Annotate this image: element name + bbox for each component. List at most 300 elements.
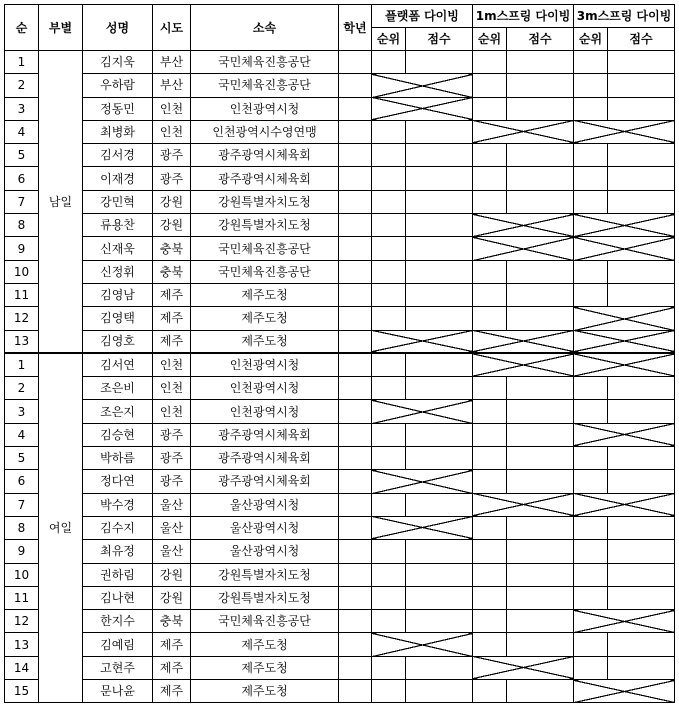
platform-score-cell xyxy=(406,283,473,306)
3m-rank-cell xyxy=(574,563,608,586)
city: 강원 xyxy=(153,214,191,237)
grade-cell xyxy=(339,586,372,609)
header-score: 점수 xyxy=(406,28,473,51)
platform-rank-cell xyxy=(372,447,406,470)
affiliation: 울산광역시청 xyxy=(191,516,339,539)
platform-rank-cell xyxy=(372,214,406,237)
table-row xyxy=(5,74,675,97)
grade-cell xyxy=(339,470,372,493)
city: 제주 xyxy=(153,633,191,656)
table-row xyxy=(5,516,675,539)
athlete-name: 우하람 xyxy=(83,74,153,97)
1m-score-cell xyxy=(507,563,574,586)
1m-score-cell xyxy=(507,423,574,446)
athlete-name: 김영택 xyxy=(83,307,153,330)
affiliation: 제주도청 xyxy=(191,680,339,703)
1m-rank-cell xyxy=(473,563,507,586)
1m-rank-cell xyxy=(473,516,507,539)
affiliation: 국민체육진흥공단 xyxy=(191,74,339,97)
row-number: 11 xyxy=(5,586,39,609)
platform-not-entered-mark xyxy=(372,400,473,423)
1m-score-cell xyxy=(507,260,574,283)
platform-not-entered-mark xyxy=(372,470,473,493)
men-section xyxy=(5,51,675,354)
3m-not-entered-mark xyxy=(574,330,675,353)
header-division: 부별 xyxy=(39,5,83,51)
platform-score-cell xyxy=(406,540,473,563)
platform-rank-cell xyxy=(372,377,406,400)
athlete-name: 김지욱 xyxy=(83,51,153,74)
grade-cell xyxy=(339,167,372,190)
platform-not-entered-mark xyxy=(372,330,473,353)
table-row xyxy=(5,260,675,283)
3m-not-entered-mark xyxy=(574,214,675,237)
affiliation: 인천광역시청 xyxy=(191,377,339,400)
row-number: 12 xyxy=(5,610,39,633)
table-row xyxy=(5,680,675,703)
row-number: 6 xyxy=(5,167,39,190)
3m-score-cell xyxy=(608,51,675,74)
city: 강원 xyxy=(153,563,191,586)
platform-not-entered-mark xyxy=(372,97,473,120)
athlete-name: 권하림 xyxy=(83,563,153,586)
table-row xyxy=(5,144,675,167)
row-number: 2 xyxy=(5,377,39,400)
header-event-1m: 1m스프링 다이빙 xyxy=(473,5,574,28)
platform-score-cell xyxy=(406,237,473,260)
1m-rank-cell xyxy=(473,610,507,633)
3m-not-entered-mark xyxy=(574,307,675,330)
1m-rank-cell xyxy=(473,97,507,120)
3m-rank-cell xyxy=(574,97,608,120)
athlete-name: 신정휘 xyxy=(83,260,153,283)
platform-rank-cell xyxy=(372,610,406,633)
platform-score-cell xyxy=(406,610,473,633)
header-city: 시도 xyxy=(153,5,191,51)
platform-score-cell xyxy=(406,493,473,516)
1m-rank-cell xyxy=(473,470,507,493)
city: 충북 xyxy=(153,610,191,633)
row-number: 5 xyxy=(5,144,39,167)
athlete-name: 박수경 xyxy=(83,493,153,516)
affiliation: 광주광역시체육회 xyxy=(191,470,339,493)
city: 광주 xyxy=(153,167,191,190)
3m-score-cell xyxy=(608,283,675,306)
platform-score-cell xyxy=(406,120,473,143)
1m-rank-cell xyxy=(473,586,507,609)
table-row xyxy=(5,540,675,563)
3m-rank-cell xyxy=(574,400,608,423)
athlete-name: 조은비 xyxy=(83,377,153,400)
3m-score-cell xyxy=(608,470,675,493)
1m-not-entered-mark xyxy=(473,493,574,516)
table-row xyxy=(5,447,675,470)
1m-score-cell xyxy=(507,470,574,493)
row-number: 7 xyxy=(5,493,39,516)
row-number: 9 xyxy=(5,237,39,260)
header-rank: 순위 xyxy=(473,28,507,51)
3m-not-entered-mark xyxy=(574,353,675,376)
1m-score-cell xyxy=(507,51,574,74)
row-number: 3 xyxy=(5,97,39,120)
1m-score-cell xyxy=(507,307,574,330)
row-number: 1 xyxy=(5,353,39,376)
1m-rank-cell xyxy=(473,423,507,446)
grade-cell xyxy=(339,447,372,470)
affiliation: 강원특별자치도청 xyxy=(191,214,339,237)
affiliation: 제주도청 xyxy=(191,633,339,656)
1m-rank-cell xyxy=(473,540,507,563)
1m-score-cell xyxy=(507,610,574,633)
table-row xyxy=(5,214,675,237)
3m-score-cell xyxy=(608,167,675,190)
athlete-name: 김수지 xyxy=(83,516,153,539)
affiliation: 강원특별자치도청 xyxy=(191,563,339,586)
platform-rank-cell xyxy=(372,260,406,283)
platform-score-cell xyxy=(406,307,473,330)
3m-rank-cell xyxy=(574,51,608,74)
city: 광주 xyxy=(153,144,191,167)
3m-score-cell xyxy=(608,633,675,656)
platform-rank-cell xyxy=(372,353,406,376)
row-number: 5 xyxy=(5,447,39,470)
grade-cell xyxy=(339,74,372,97)
3m-score-cell xyxy=(608,144,675,167)
city: 인천 xyxy=(153,400,191,423)
platform-score-cell xyxy=(406,144,473,167)
1m-rank-cell xyxy=(473,400,507,423)
grade-cell xyxy=(339,120,372,143)
row-number: 13 xyxy=(5,330,39,353)
affiliation: 광주광역시체육회 xyxy=(191,447,339,470)
header-score: 점수 xyxy=(507,28,574,51)
affiliation: 울산광역시청 xyxy=(191,493,339,516)
3m-score-cell xyxy=(608,74,675,97)
3m-rank-cell xyxy=(574,447,608,470)
platform-score-cell xyxy=(406,656,473,679)
platform-rank-cell xyxy=(372,120,406,143)
3m-score-cell xyxy=(608,400,675,423)
3m-score-cell xyxy=(608,377,675,400)
affiliation: 국민체육진흥공단 xyxy=(191,610,339,633)
city: 울산 xyxy=(153,540,191,563)
header-no: 순 xyxy=(5,5,39,51)
grade-cell xyxy=(339,377,372,400)
athlete-name: 고현주 xyxy=(83,656,153,679)
grade-cell xyxy=(339,610,372,633)
athlete-name: 김예림 xyxy=(83,633,153,656)
athlete-name: 김영남 xyxy=(83,283,153,306)
city: 광주 xyxy=(153,423,191,446)
platform-score-cell xyxy=(406,563,473,586)
city: 충북 xyxy=(153,260,191,283)
1m-score-cell xyxy=(507,633,574,656)
row-number: 10 xyxy=(5,260,39,283)
row-number: 6 xyxy=(5,470,39,493)
athlete-name: 김나현 xyxy=(83,586,153,609)
athlete-name: 조은지 xyxy=(83,400,153,423)
header-event-platform: 플랫폼 다이빙 xyxy=(372,5,473,28)
platform-rank-cell xyxy=(372,493,406,516)
row-number: 12 xyxy=(5,307,39,330)
3m-score-cell xyxy=(608,586,675,609)
platform-rank-cell xyxy=(372,190,406,213)
affiliation: 제주도청 xyxy=(191,330,339,353)
3m-rank-cell xyxy=(574,516,608,539)
athlete-name: 한지수 xyxy=(83,610,153,633)
table-row xyxy=(5,190,675,213)
3m-not-entered-mark xyxy=(574,423,675,446)
table-row xyxy=(5,400,675,423)
3m-score-cell xyxy=(608,190,675,213)
3m-rank-cell xyxy=(574,470,608,493)
header-grade: 학년 xyxy=(339,5,372,51)
3m-rank-cell xyxy=(574,377,608,400)
row-number: 14 xyxy=(5,656,39,679)
platform-rank-cell xyxy=(372,563,406,586)
grade-cell xyxy=(339,656,372,679)
affiliation: 인천광역시수영연맹 xyxy=(191,120,339,143)
athlete-name: 정다연 xyxy=(83,470,153,493)
1m-score-cell xyxy=(507,400,574,423)
platform-score-cell xyxy=(406,423,473,446)
3m-rank-cell xyxy=(574,633,608,656)
3m-not-entered-mark xyxy=(574,610,675,633)
platform-rank-cell xyxy=(372,540,406,563)
city: 제주 xyxy=(153,307,191,330)
affiliation: 제주도청 xyxy=(191,656,339,679)
division-label: 남일 xyxy=(39,51,83,354)
platform-rank-cell xyxy=(372,144,406,167)
platform-score-cell xyxy=(406,260,473,283)
table-row xyxy=(5,633,675,656)
grade-cell xyxy=(339,516,372,539)
3m-rank-cell xyxy=(574,260,608,283)
3m-rank-cell xyxy=(574,283,608,306)
athlete-name: 강민혁 xyxy=(83,190,153,213)
athlete-name: 정동민 xyxy=(83,97,153,120)
city: 광주 xyxy=(153,447,191,470)
1m-score-cell xyxy=(507,144,574,167)
athlete-name: 김서경 xyxy=(83,144,153,167)
1m-rank-cell xyxy=(473,74,507,97)
table-row xyxy=(5,51,675,74)
1m-score-cell xyxy=(507,540,574,563)
athlete-name: 김서연 xyxy=(83,353,153,376)
affiliation: 울산광역시청 xyxy=(191,540,339,563)
header-score: 점수 xyxy=(608,28,675,51)
grade-cell xyxy=(339,330,372,353)
1m-rank-cell xyxy=(473,377,507,400)
row-number: 8 xyxy=(5,516,39,539)
city: 제주 xyxy=(153,330,191,353)
3m-rank-cell xyxy=(574,74,608,97)
women-section xyxy=(5,353,675,702)
grade-cell xyxy=(339,237,372,260)
row-number: 15 xyxy=(5,680,39,703)
city: 광주 xyxy=(153,470,191,493)
3m-score-cell xyxy=(608,516,675,539)
1m-rank-cell xyxy=(473,144,507,167)
grade-cell xyxy=(339,307,372,330)
table-row xyxy=(5,307,675,330)
table-row xyxy=(5,470,675,493)
3m-not-entered-mark xyxy=(574,237,675,260)
row-number: 9 xyxy=(5,540,39,563)
row-number: 8 xyxy=(5,214,39,237)
platform-score-cell xyxy=(406,586,473,609)
3m-not-entered-mark xyxy=(574,493,675,516)
1m-score-cell xyxy=(507,447,574,470)
1m-rank-cell xyxy=(473,190,507,213)
grade-cell xyxy=(339,680,372,703)
grade-cell xyxy=(339,214,372,237)
grade-cell xyxy=(339,260,372,283)
table-row xyxy=(5,283,675,306)
3m-not-entered-mark xyxy=(574,120,675,143)
affiliation: 제주도청 xyxy=(191,307,339,330)
affiliation: 인천광역시청 xyxy=(191,97,339,120)
division-label: 여일 xyxy=(39,353,83,702)
athlete-name: 최유정 xyxy=(83,540,153,563)
platform-score-cell xyxy=(406,353,473,376)
1m-rank-cell xyxy=(473,283,507,306)
3m-rank-cell xyxy=(574,656,608,679)
platform-score-cell xyxy=(406,167,473,190)
city: 울산 xyxy=(153,516,191,539)
athlete-name: 김승현 xyxy=(83,423,153,446)
table-row xyxy=(5,610,675,633)
header-affiliation: 소속 xyxy=(191,5,339,51)
platform-score-cell xyxy=(406,190,473,213)
table-row xyxy=(5,237,675,260)
header-name: 성명 xyxy=(83,5,153,51)
1m-rank-cell xyxy=(473,307,507,330)
3m-score-cell xyxy=(608,260,675,283)
grade-cell xyxy=(339,423,372,446)
1m-score-cell xyxy=(507,586,574,609)
platform-score-cell xyxy=(406,214,473,237)
grade-cell xyxy=(339,97,372,120)
affiliation: 광주광역시체육회 xyxy=(191,144,339,167)
affiliation: 국민체육진흥공단 xyxy=(191,51,339,74)
3m-score-cell xyxy=(608,656,675,679)
table-row xyxy=(5,120,675,143)
table-row xyxy=(5,423,675,446)
table-row xyxy=(5,353,675,376)
row-number: 1 xyxy=(5,51,39,74)
1m-rank-cell xyxy=(473,260,507,283)
table-row xyxy=(5,97,675,120)
table-row xyxy=(5,167,675,190)
city: 인천 xyxy=(153,97,191,120)
1m-score-cell xyxy=(507,97,574,120)
platform-rank-cell xyxy=(372,283,406,306)
athlete-name: 신재욱 xyxy=(83,237,153,260)
athlete-name: 류용찬 xyxy=(83,214,153,237)
city: 강원 xyxy=(153,586,191,609)
city: 제주 xyxy=(153,656,191,679)
platform-rank-cell xyxy=(372,167,406,190)
platform-rank-cell xyxy=(372,586,406,609)
3m-rank-cell xyxy=(574,586,608,609)
header-rank: 순위 xyxy=(372,28,406,51)
affiliation: 인천광역시청 xyxy=(191,353,339,376)
3m-rank-cell xyxy=(574,167,608,190)
1m-not-entered-mark xyxy=(473,120,574,143)
grade-cell xyxy=(339,400,372,423)
table-row xyxy=(5,330,675,353)
entry-table xyxy=(4,4,675,703)
1m-score-cell xyxy=(507,680,574,703)
athlete-name: 최병화 xyxy=(83,120,153,143)
1m-rank-cell xyxy=(473,680,507,703)
affiliation: 국민체육진흥공단 xyxy=(191,237,339,260)
3m-rank-cell xyxy=(574,190,608,213)
1m-score-cell xyxy=(507,190,574,213)
grade-cell xyxy=(339,51,372,74)
1m-rank-cell xyxy=(473,447,507,470)
platform-score-cell xyxy=(406,51,473,74)
3m-rank-cell xyxy=(574,540,608,563)
grade-cell xyxy=(339,190,372,213)
row-number: 7 xyxy=(5,190,39,213)
platform-not-entered-mark xyxy=(372,74,473,97)
1m-score-cell xyxy=(507,516,574,539)
1m-score-cell xyxy=(507,74,574,97)
3m-score-cell xyxy=(608,540,675,563)
city: 부산 xyxy=(153,51,191,74)
platform-rank-cell xyxy=(372,680,406,703)
row-number: 2 xyxy=(5,74,39,97)
athlete-name: 문나윤 xyxy=(83,680,153,703)
grade-cell xyxy=(339,563,372,586)
city: 강원 xyxy=(153,190,191,213)
city: 충북 xyxy=(153,237,191,260)
affiliation: 강원특별자치도청 xyxy=(191,190,339,213)
affiliation: 국민체육진흥공단 xyxy=(191,260,339,283)
city: 제주 xyxy=(153,680,191,703)
row-number: 4 xyxy=(5,423,39,446)
affiliation: 제주도청 xyxy=(191,283,339,306)
affiliation: 인천광역시청 xyxy=(191,400,339,423)
3m-score-cell xyxy=(608,447,675,470)
platform-not-entered-mark xyxy=(372,516,473,539)
table-row xyxy=(5,656,675,679)
row-number: 4 xyxy=(5,120,39,143)
platform-rank-cell xyxy=(372,423,406,446)
1m-rank-cell xyxy=(473,51,507,74)
row-number: 11 xyxy=(5,283,39,306)
row-number: 13 xyxy=(5,633,39,656)
platform-not-entered-mark xyxy=(372,633,473,656)
city: 인천 xyxy=(153,353,191,376)
affiliation: 광주광역시체육회 xyxy=(191,167,339,190)
grade-cell xyxy=(339,283,372,306)
city: 제주 xyxy=(153,283,191,306)
city: 인천 xyxy=(153,377,191,400)
3m-score-cell xyxy=(608,563,675,586)
1m-not-entered-mark xyxy=(473,353,574,376)
1m-not-entered-mark xyxy=(473,330,574,353)
city: 부산 xyxy=(153,74,191,97)
1m-score-cell xyxy=(507,167,574,190)
grade-cell xyxy=(339,493,372,516)
1m-not-entered-mark xyxy=(473,214,574,237)
platform-score-cell xyxy=(406,377,473,400)
platform-rank-cell xyxy=(372,307,406,330)
table-row xyxy=(5,377,675,400)
